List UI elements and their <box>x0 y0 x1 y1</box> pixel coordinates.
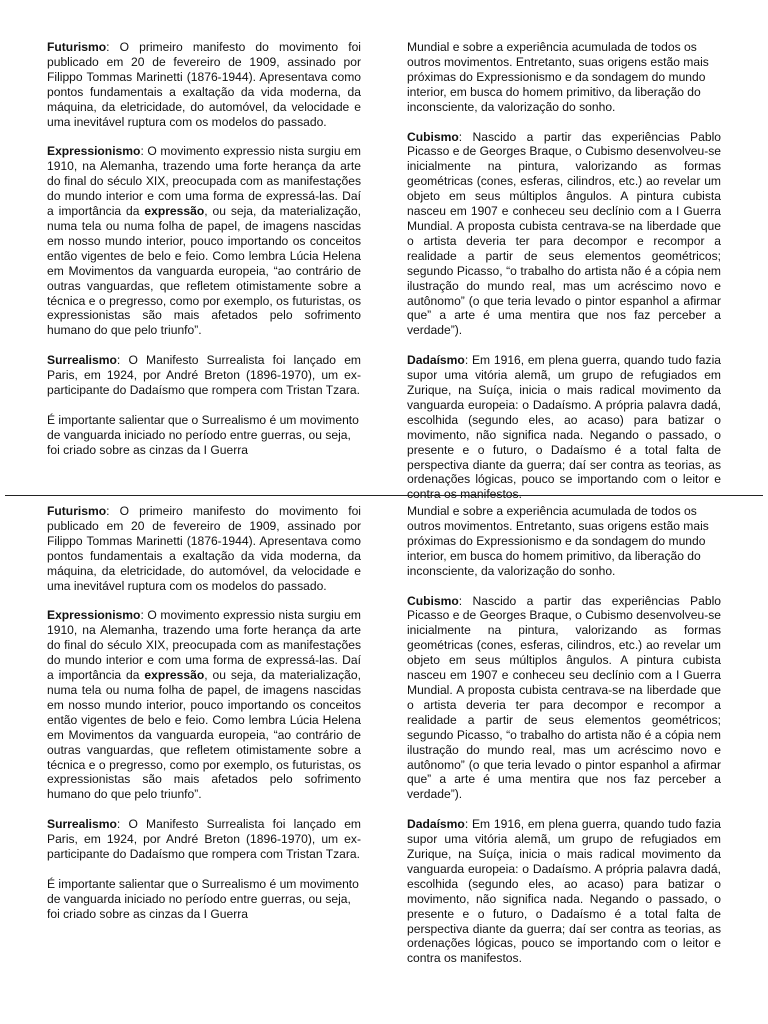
text-cubismo: : Nascido a partir das experiências Pablo Picasso e de Georges Braque, o Cubismo desenvolveu-se inicialmente na pintura, valorizando as formas geométricas (cones, esferas, cilindros, etc.) ao revelar um objeto em seus múltiplos ângulos. A pintura cubista nasceu em 1907 e conheceu seu declínio com a I Guerra Mundial. A proposta cubista centrava-se na liberdade que o artista deveria ter para decompor e recompor a realidade a partir de seus elementos geométricos; segundo Picasso, “o trabalho do artista não é a cópia nem ilustração do mundo real, mas um acréscimo novo e autônomo” (o que teria levado o pintor espanhol a afirmar que” a arte é uma mentira que nos faz perceber a verdade”). <box>407 129 721 338</box>
text-dadaismo: : Em 1916, em plena guerra, quando tudo fazia supor uma vitória alemã, um grupo de refugiados em Zurique, na Suíça, inicia o mais radical movimento da vanguarda europeia: o Dadaísmo. A própria palavra dadá, escolhida (segundo eles, ao acaso) para batizar o movimento, não significa nada. Negando o passado, o presente e o futuro, o Dadaísmo é a total falta de perspectiva diante da guerra; daí ser contra as teorias, as ordenações lógicas, pouco se importando com o leitor e contra os manifestos. <box>407 353 721 502</box>
term-futurismo: Futurismo <box>47 504 107 518</box>
text-expressionismo-2: , ou seja, da materialização, numa tela ou numa folha de papel, de imagens nascidas em nosso mundo interior, pouco importando os conceitos então vigentes de belo e feio. Como lembra Lúcia Helena em Movimentos da vanguarda europeia, “ao contrário de outras vanguardas, que refletem otimistamente sobre a técnica e o pregresso, como por exemplo, os futuristas, os expressionistas são mais afetados pelo sofrimento humano do que pelo triunfo”. <box>47 668 361 802</box>
page-copy-top <box>0 40 768 510</box>
paragraph-continuacao <box>407 40 721 115</box>
text-expressionismo-2: , ou seja, da materialização, numa tela ou numa folha de papel, de imagens nascidas em nosso mundo interior, pouco importando os conceitos então vigentes de belo e feio. Como lembra Lúcia Helena em Movimentos da vanguarda europeia, “ao contrário de outras vanguardas, que refletem otimistamente sobre a técnica e o pregresso, como por exemplo, os futuristas, os expressionistas são mais afetados pelo sofrimento humano do que pelo triunfo”. <box>47 204 361 338</box>
paragraph-importante <box>47 413 361 458</box>
term-futurismo: Futurismo <box>47 40 107 54</box>
text-surrealismo: : O Manifesto Surrealista foi lançado em Paris, em 1924, por André Breton (1896-1970), um ex-participante do Dadaísmo que rompera com Tristan Tzara. <box>47 353 361 398</box>
term-cubismo: Cubismo <box>407 129 459 144</box>
text-continuacao: Mundial e sobre a experiência acumulada de todos os outros movimentos. Entretanto, suas origens estão mais próximas do Expressionismo e da sondagem do mundo interior, em busca do homem primitivo, da liberação do inconsciente, da valorização do sonho. <box>407 504 709 578</box>
text-importante: É importante salientar que o Surrealismo é um movimento de vanguarda iniciado no período entre guerras, ou seja, foi criado sobre as cinzas da I Guerra <box>47 876 359 921</box>
cut-line-divider <box>5 495 763 496</box>
text-importante: É importante salientar que o Surrealismo é um movimento de vanguarda iniciado no período entre guerras, ou seja, foi criado sobre as cinzas da I Guerra <box>47 412 359 457</box>
emph-expressao: expressão <box>144 204 205 219</box>
text-futurismo: : O primeiro manifesto do movimento foi publicado em 20 de fevereiro de 1909, assinado por Filippo Tommas Marinetti (1876-1944). Apresentava como pontos fundamentais a exaltação da vida moderna, da máquina, da eletricidade, do automóvel, da velocidade e uma inevitável ruptura com os modelos do passado. <box>47 504 361 593</box>
term-expressionismo: Expressionismo <box>47 608 141 623</box>
text-dadaismo: : Em 1916, em plena guerra, quando tudo fazia supor uma vitória alemã, um grupo de refugiados em Zurique, na Suíça, inicia o mais radical movimento da vanguarda europeia: o Dadaísmo. A própria palavra dadá, escolhida (segundo eles, ao acaso) para batizar o movimento, não significa nada. Negando o passado, o presente e o futuro, o Dadaísmo é a total falta de perspectiva diante da guerra; daí ser contra as teorias, as ordenações lógicas, pouco se importando com o leitor e contra os manifestos. <box>407 817 721 966</box>
term-surrealismo: Surrealismo <box>47 817 117 832</box>
term-dadaismo: Dadaísmo <box>407 353 465 368</box>
text-continuacao: Mundial e sobre a experiência acumulada de todos os outros movimentos. Entretanto, suas origens estão mais próximas do Expressionismo e da sondagem do mundo interior, em busca do homem primitivo, da liberação do inconsciente, da valorização do sonho. <box>407 40 709 114</box>
paragraph-futurismo <box>47 40 361 129</box>
paragraph-surrealismo <box>47 817 361 862</box>
paragraph-expressionismo <box>47 144 361 338</box>
paragraph-dadaismo <box>407 353 721 502</box>
left-column <box>47 40 361 473</box>
paragraph-futurismo <box>47 504 361 593</box>
term-dadaismo: Dadaísmo <box>407 817 465 832</box>
text-surrealismo: : O Manifesto Surrealista foi lançado em Paris, em 1924, por André Breton (1896-1970), um ex-participante do Dadaísmo que rompera com Tristan Tzara. <box>47 817 361 862</box>
term-cubismo: Cubismo <box>407 593 459 608</box>
emph-expressao: expressão <box>144 668 205 683</box>
right-column <box>407 504 721 981</box>
text-expressionismo-1: : O movimento expressio nista surgiu em 1910, na Alemanha, trazendo uma forte herança da arte do final do século XIX, preocupada com as manifestações do mundo interior e com uma forma de expressá-las. Daí a importância da <box>47 608 361 683</box>
left-column <box>47 504 361 937</box>
page-copy-bottom <box>0 504 768 974</box>
text-cubismo: : Nascido a partir das experiências Pablo Picasso e de Georges Braque, o Cubismo desenvolveu-se inicialmente na pintura, valorizando as formas geométricas (cones, esferas, cilindros, etc.) ao revelar um objeto em seus múltiplos ângulos. A pintura cubista nasceu em 1907 e conheceu seu declínio com a I Guerra Mundial. A proposta cubista centrava-se na liberdade que o artista deveria ter para decompor e recompor a realidade a partir de seus elementos geométricos; segundo Picasso, “o trabalho do artista não é a cópia nem ilustração do mundo real, mas um acréscimo novo e autônomo” (o que teria levado o pintor espanhol a afirmar que” a arte é uma mentira que nos faz perceber a verdade”). <box>407 593 721 802</box>
term-surrealismo: Surrealismo <box>47 353 117 368</box>
text-futurismo: : O primeiro manifesto do movimento foi publicado em 20 de fevereiro de 1909, assinado por Filippo Tommas Marinetti (1876-1944). Apresentava como pontos fundamentais a exaltação da vida moderna, da máquina, da eletricidade, do automóvel, da velocidade e uma inevitável ruptura com os modelos do passado. <box>47 40 361 129</box>
paragraph-surrealismo <box>47 353 361 398</box>
paragraph-importante <box>47 877 361 922</box>
paragraph-dadaismo <box>407 817 721 966</box>
term-expressionismo: Expressionismo <box>47 144 141 159</box>
paragraph-continuacao <box>407 504 721 579</box>
paragraph-cubismo <box>407 130 721 339</box>
paragraph-cubismo <box>407 594 721 803</box>
right-column <box>407 40 721 517</box>
text-expressionismo-1: : O movimento expressio nista surgiu em 1910, na Alemanha, trazendo uma forte herança da arte do final do século XIX, preocupada com as manifestações do mundo interior e com uma forma de expressá-las. Daí a importância da <box>47 144 361 219</box>
paragraph-expressionismo <box>47 608 361 802</box>
